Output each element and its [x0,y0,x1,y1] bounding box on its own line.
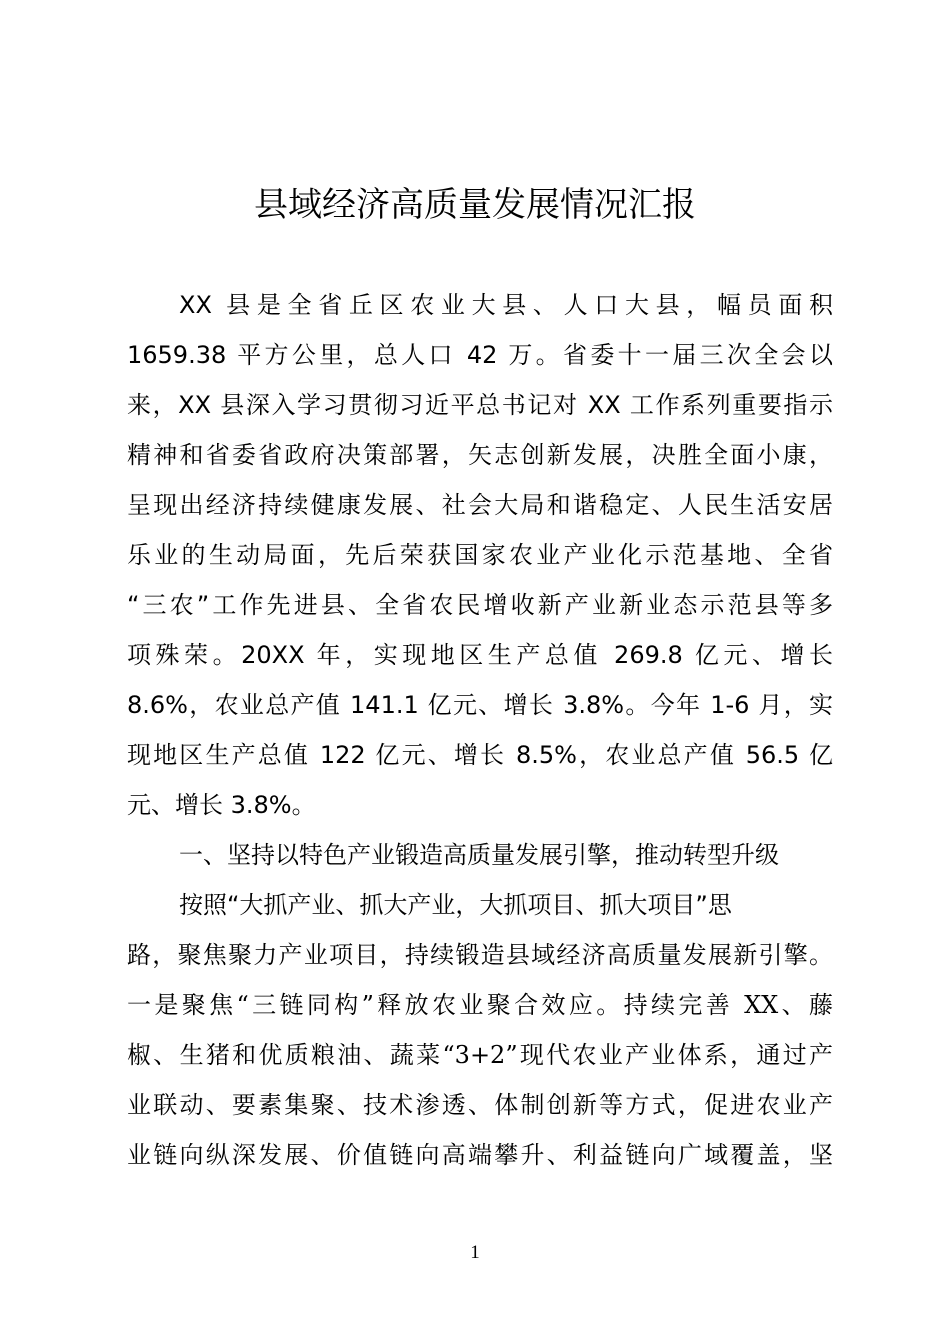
paragraph-line: 业联动、要素集聚、技术渗透、体制创新等方式，促进农业产 [127,1091,833,1119]
paragraph-line: 现地区生产总值 122 亿元、增长 8.5%，农业总产值 56.5 亿 [127,741,833,769]
paragraph-line: 业链向纵深发展、价值链向高端攀升、利益链向广域覆盖，坚 [127,1141,833,1169]
paragraph-line: 1659.38 平方公里，总人口 42 万。省委十一届三次全会以 [127,341,833,369]
paragraph-line: 8.6%，农业总产值 141.1 亿元、增长 3.8%。今年 1-6 月，实 [127,691,833,719]
page-number: 1 [470,1242,480,1263]
paragraph-line: 按照“大抓产业、抓大产业，大抓项目、抓大项目”思 [179,891,732,919]
paragraph-line: 来，XX 县深入学习贯彻习近平总书记对 XX 工作系列重要指示 [127,391,833,419]
paragraph-line: “三农”工作先进县、全省农民增收新产业新业态示范县等多 [127,591,833,619]
paragraph-line: 精神和省委省政府决策部署，矢志创新发展，决胜全面小康， [127,441,833,469]
paragraph-line: 椒、生猪和优质粮油、蔬菜“3+2”现代农业产业体系，通过产 [127,1041,833,1069]
paragraph-line: 路，聚焦聚力产业项目，持续锻造县域经济高质量发展新引擎。 [127,941,833,969]
document-title: 县域经济高质量发展情况汇报 [254,185,696,225]
paragraph-line: 项殊荣。20XX 年，实现地区生产总值 269.8 亿元、增长 [127,641,833,669]
paragraph-line: 元、增长 3.8%。 [127,791,316,819]
paragraph-line: 一是聚焦“三链同构”释放农业聚合效应。持续完善 XX、藤 [127,991,833,1019]
paragraph-line: 呈现出经济持续健康发展、社会大局和谐稳定、人民生活安居 [127,491,833,519]
section-heading: 一、坚持以特色产业锻造高质量发展引擎，推动转型升级 [179,841,779,869]
paragraph-line: XX 县是全省丘区农业大县、人口大县，幅员面积 [179,291,833,319]
paragraph-line: 乐业的生动局面，先后荣获国家农业产业化示范基地、全省 [127,541,833,569]
